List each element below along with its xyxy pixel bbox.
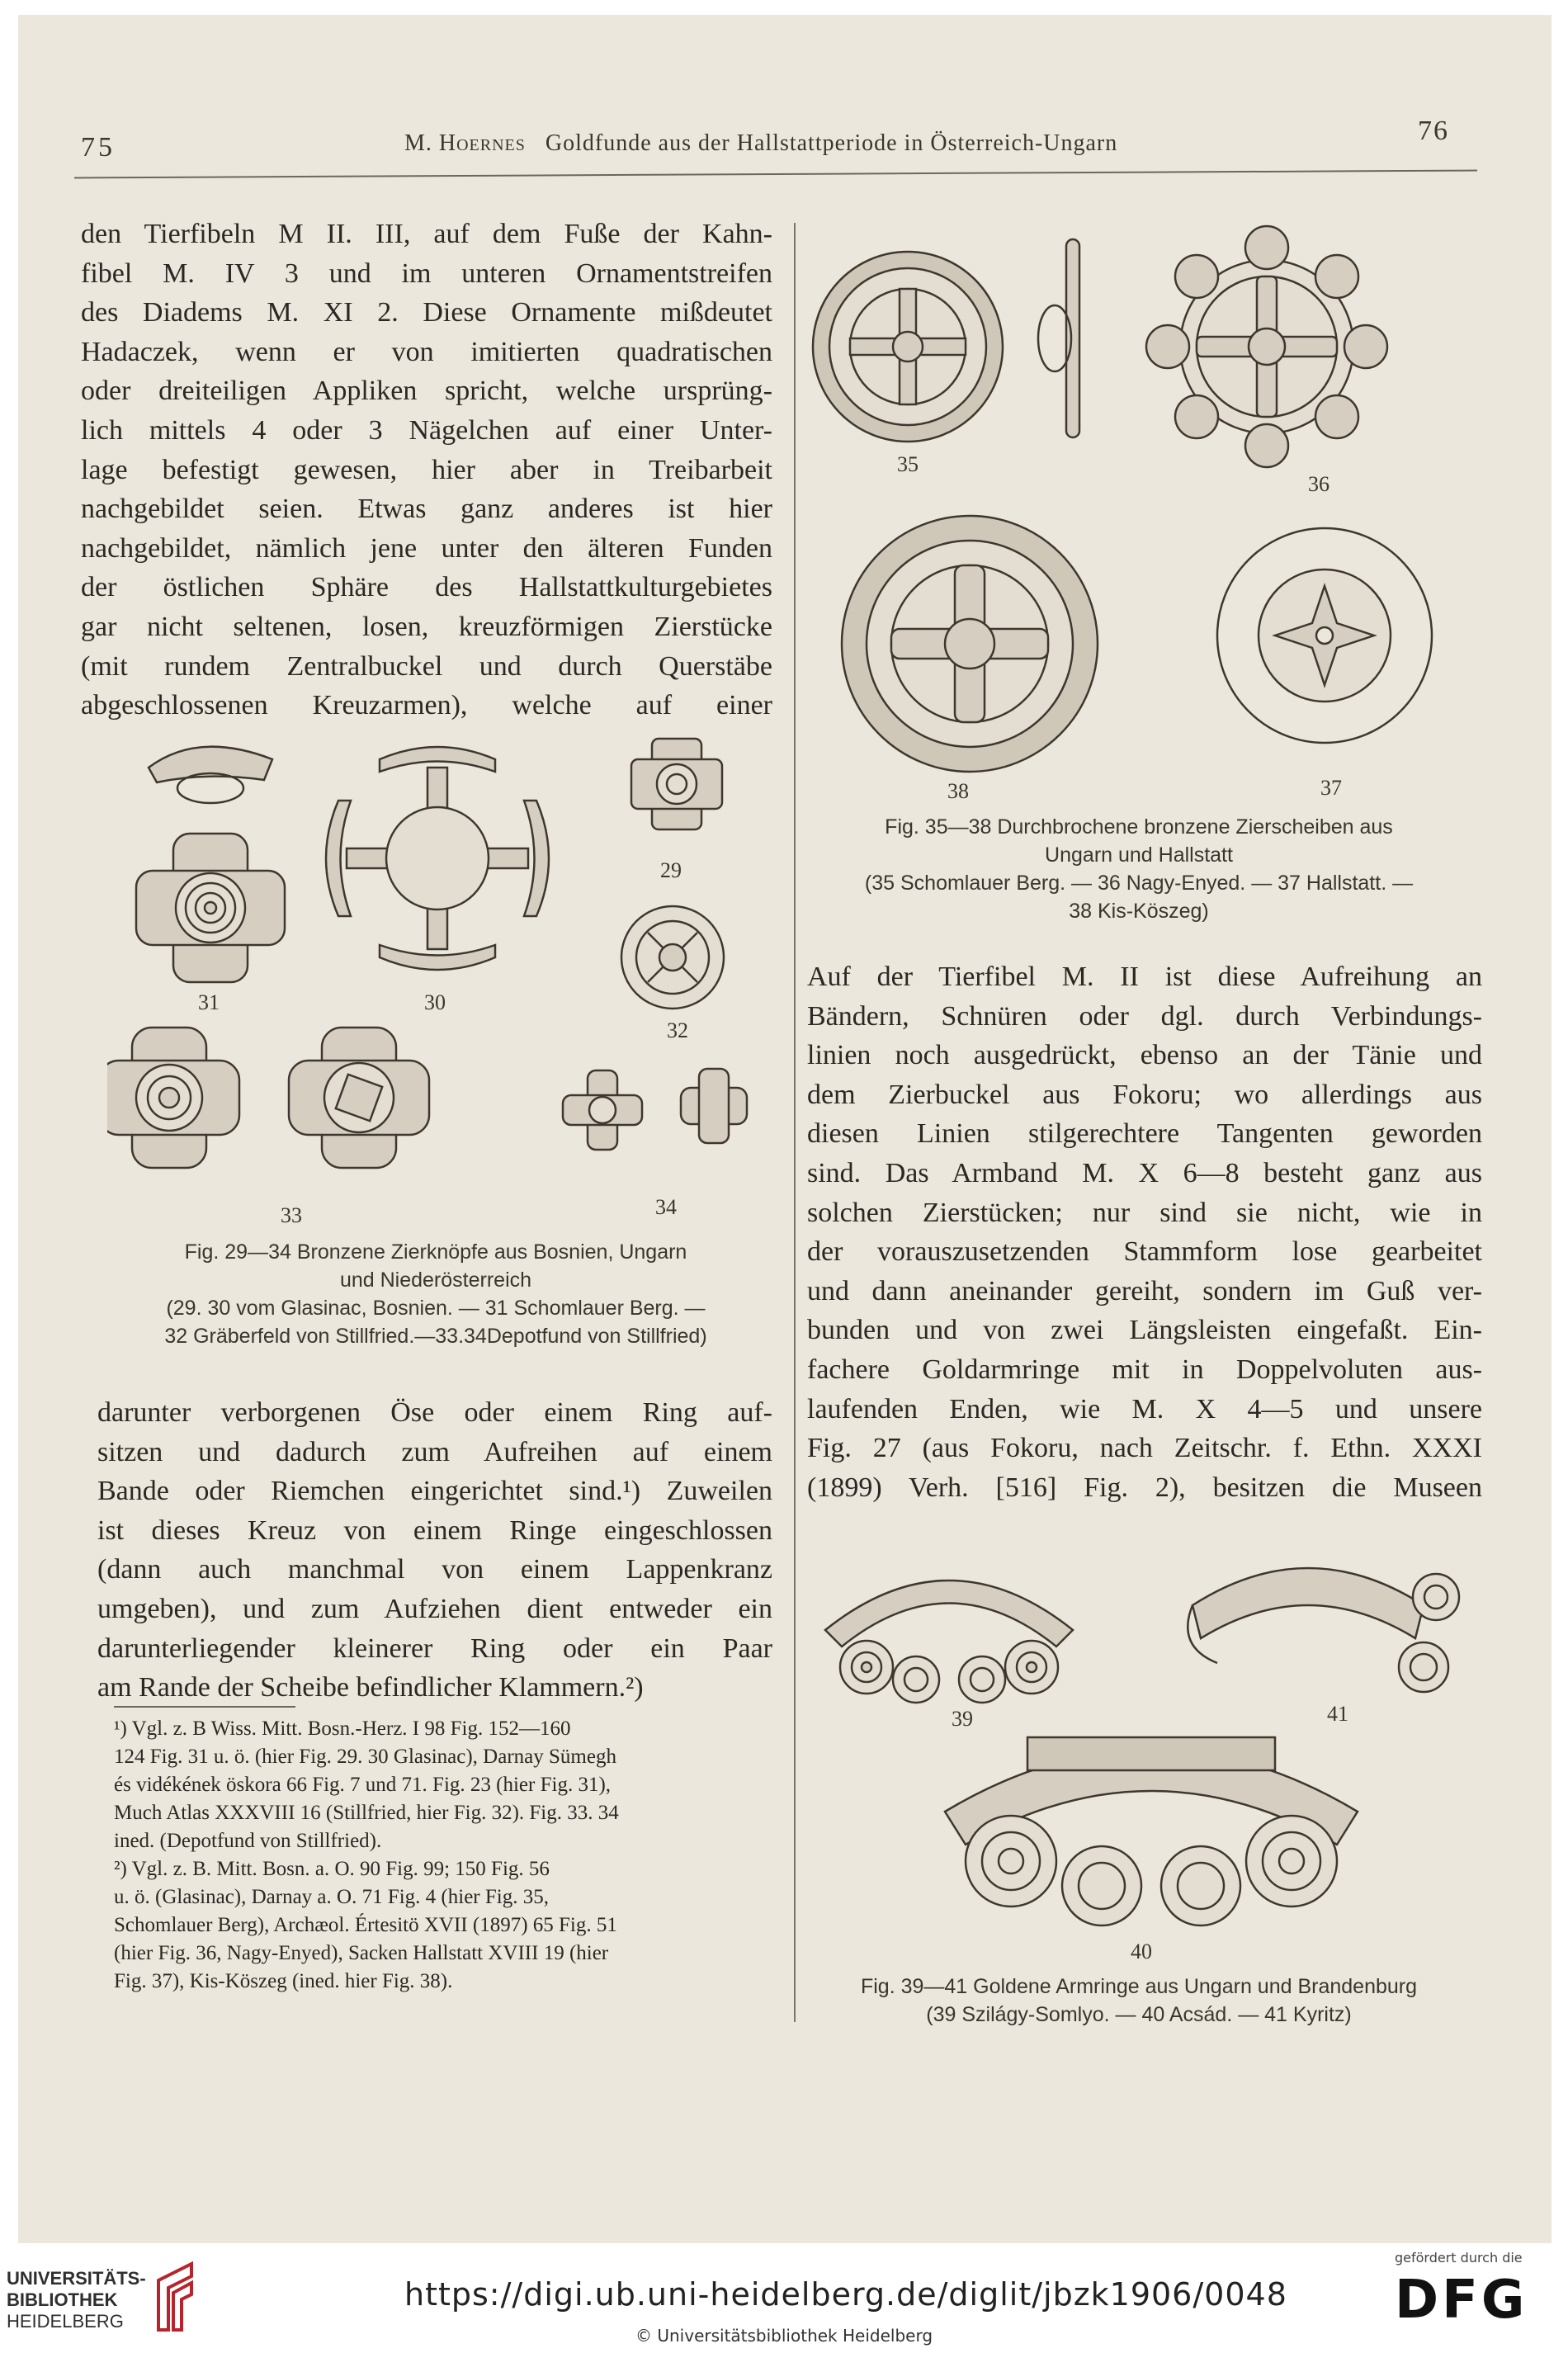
text-line: (dann auch manchmal von einem Lappenkranz [97, 1554, 772, 1585]
text-line: Hadaczek, wenn er von imitierten quadratischen [81, 336, 772, 367]
round-button-32-drawing [621, 906, 724, 1009]
figure-number-40: 40 [1131, 1940, 1152, 1963]
text-line: dem Zierbuckel aus Fokoru; wo allerdings aus [807, 1079, 1482, 1110]
footnote-line: 124 Fig. 31 u. ö. (hier Fig. 29. 30 Glasinac), Darnay Sümegh [114, 1746, 616, 1768]
copyright-notice: © Universitätsbibliothek Heidelberg [635, 2326, 933, 2346]
footnote-line: ¹) Vgl. z. B Wiss. Mitt. Bosn.-Herz. I 98 Fig. 152—160 [114, 1718, 571, 1740]
figure-number-31: 31 [198, 990, 220, 1014]
armring-39-drawing [825, 1580, 1073, 1703]
armring-40-drawing [945, 1737, 1358, 1925]
cross-button-33b-drawing [289, 1028, 429, 1168]
text-line: abgeschlossenen Kreuzarmen), welche auf einer [81, 690, 772, 721]
caption-line: Fig. 29—34 Bronzene Zierknöpfe aus Bosnien, Ungarn [184, 1240, 687, 1264]
text-line: solchen Zierstücken; nur sind sie nicht, wie in [807, 1197, 1482, 1228]
figure-number-39: 39 [952, 1707, 973, 1731]
cross-button-30-drawing [326, 747, 549, 970]
text-line: des Diadems M. XI 2. Diese Ornamente mißdeutet [81, 297, 772, 328]
running-head-author: M. Hoernes [404, 130, 526, 156]
disc-35-drawing [813, 252, 1003, 442]
button-side-view-drawing [149, 747, 272, 782]
caption-line: (39 Szilágy-Somlyo. — 40 Acsád. — 41 Kyritz) [926, 2003, 1352, 2026]
footnote-rule [114, 1706, 295, 1708]
text-line: Auf der Tierfibel M. II ist diese Aufreihung an [807, 962, 1482, 992]
text-line: sitzen und dadurch zum Aufreihen auf einem [97, 1436, 772, 1467]
text-line: linien noch ausgedrückt, ebenso an der Tänie und [807, 1040, 1482, 1071]
cross-button-29-drawing [631, 739, 722, 829]
text-line: (1899) Verh. [516] Fig. 2), besitzen die Museen [807, 1472, 1482, 1503]
text-line: und dann aneinander gereiht, sondern im Guß ver- [807, 1275, 1482, 1306]
permalink-url[interactable]: https://digi.ub.uni-heidelberg.de/diglit/jbzk1906/0048 [404, 2276, 1287, 2313]
library-logo-line: BIBLIOTHEK [7, 2289, 118, 2310]
library-logo-line: HEIDELBERG [7, 2311, 124, 2332]
text-line: darunterliegender kleinerer Ring oder ein Paar [97, 1632, 772, 1664]
button-loop-drawing [177, 773, 243, 803]
text-line: darunter verborgenen Öse oder einem Ring auf- [97, 1397, 772, 1428]
figure-number-33: 33 [281, 1203, 302, 1227]
text-line: Bändern, Schnüren oder dgl. durch Verbindungs- [807, 1000, 1482, 1032]
text-line: Bande oder Riemchen eingerichtet sind.¹) Zuweilen [97, 1476, 772, 1507]
figure-39-41-illustration [805, 1523, 1481, 1952]
text-line: bunden und von zwei Längsleisten eingefaßt. Ein- [807, 1315, 1482, 1346]
caption-line: Ungarn und Hallstatt [1045, 843, 1233, 867]
figure-35-38-illustration [805, 215, 1481, 792]
cross-button-33a-drawing [107, 1028, 239, 1168]
figure-number-29: 29 [660, 858, 682, 882]
caption-line: 38 Kis-Köszeg) [1069, 900, 1209, 923]
caption-line: und Niederösterreich [339, 1269, 532, 1292]
column-rule [794, 223, 796, 2022]
left-paragraph-1 [81, 215, 772, 725]
text-line: gar nicht seltenen, losen, kreuzförmigen Zierstücke [81, 611, 772, 642]
left-paragraph-2 [97, 1393, 772, 1708]
running-head [404, 130, 1117, 157]
dfg-logo[interactable]: DFG [1395, 2270, 1528, 2331]
caption-line: (35 Schomlauer Berg. — 36 Nagy-Enyed. — 37 Hallstatt. — [864, 872, 1414, 895]
cross-button-34b-drawing [681, 1069, 747, 1143]
figure-number-37: 37 [1320, 776, 1342, 800]
library-logo[interactable] [7, 2268, 146, 2332]
figure-number-35: 35 [897, 452, 919, 476]
text-line: den Tierfibeln M II. III, auf dem Fuße der Kahn- [81, 219, 772, 249]
footnote-line: Schomlauer Berg), Archæol. Értesitö XVII (1897) 65 Fig. 51 [114, 1914, 617, 1936]
disc-38-drawing [842, 516, 1098, 772]
footnote-line: ²) Vgl. z. B. Mitt. Bosn. a. O. 90 Fig. 99; 150 Fig. 56 [114, 1858, 550, 1880]
figure-number-30: 30 [424, 990, 446, 1014]
footnote-line: ined. (Depotfund von Stillfried). [114, 1830, 382, 1852]
caption-line: 32 Gräberfeld von Stillfried.—33.34Depotfund von Stillfried) [164, 1325, 707, 1348]
text-line: nachgebildet, nämlich jene unter den älteren Funden [81, 532, 772, 564]
cross-button-31-drawing [136, 834, 285, 982]
footnote-line: u. ö. (Glasinac), Darnay a. O. 71 Fig. 4 (hier Fig. 35, [114, 1886, 549, 1908]
footnotes [114, 1715, 774, 1996]
text-line: oder dreiteiligen Appliken spricht, welche ursprüng- [81, 376, 772, 407]
library-mark-icon [150, 2260, 200, 2334]
figure-number-36: 36 [1308, 472, 1329, 496]
right-paragraph [807, 957, 1482, 1507]
figure-number-38: 38 [947, 779, 969, 803]
text-line: fachere Goldarmringe mit in Doppelvoluten aus- [807, 1354, 1482, 1385]
text-line: der östlichen Sphäre des Hallstattkulturgebietes [81, 572, 772, 603]
caption-line: Fig. 39—41 Goldene Armringe aus Ungarn und Brandenburg [860, 1975, 1418, 1998]
running-head-title: Goldfunde aus der Hallstattperiode in Österreich-Ungarn [545, 130, 1118, 156]
figure-number-41: 41 [1327, 1702, 1348, 1726]
footnote-line: Much Atlas XXXVIII 16 (Stillfried, hier Fig. 32). Fig. 33. 34 [114, 1802, 619, 1824]
text-line: diesen Linien stilgerechtere Tangenten geworden [807, 1118, 1482, 1150]
disc-side-view-drawing [1038, 239, 1079, 437]
text-line: umgeben), und zum Aufziehen dient entweder ein [97, 1593, 772, 1624]
figure-29-34-caption [79, 1238, 792, 1350]
cross-button-34a-drawing [563, 1070, 642, 1150]
funder-note: gefördert durch die [1395, 2250, 1523, 2266]
text-line: Fig. 27 (aus Fokoru, nach Zeitschr. f. Ethn. XXXI [807, 1433, 1482, 1464]
text-line: ist dieses Kreuz von einem Ringe eingeschlossen [97, 1514, 772, 1546]
text-line: lich mittels 4 oder 3 Nägelchen auf einer Unter- [81, 414, 772, 446]
figure-39-41-caption [796, 1973, 1481, 2029]
text-line: lage befestigt gewesen, hier aber in Treibarbeit [81, 454, 772, 485]
viewer-footer [0, 2243, 1568, 2353]
page-number-left: 75 [81, 132, 116, 163]
text-line: der vorauszusetzenden Stammform lose gearbeitet [807, 1236, 1482, 1268]
text-line: laufenden Enden, wie M. X 4—5 und unsere [807, 1393, 1482, 1425]
text-line: (mit rundem Zentralbuckel und durch Querstäbe [81, 650, 772, 682]
footnote-line: (hier Fig. 36, Nagy-Enyed), Sacken Hallstatt XVIII 19 (hier [114, 1942, 609, 1964]
figure-number-34: 34 [655, 1195, 677, 1219]
footnote-line: és vidékének öskora 66 Fig. 7 und 71. Fig. 23 (hier Fig. 31), [114, 1774, 612, 1796]
library-logo-line: UNIVERSITÄTS- [7, 2268, 146, 2289]
footnote-line: Fig. 37), Kis-Köszeg (ined. hier Fig. 38). [114, 1970, 453, 1992]
caption-line: (29. 30 vom Glasinac, Bosnien. — 31 Schomlauer Berg. — [166, 1297, 706, 1320]
page-number-right: 76 [1418, 116, 1449, 146]
figure-29-34-illustration [107, 735, 767, 1230]
text-line: am Rande der Scheibe befindlicher Klammern.²) [97, 1672, 644, 1703]
disc-37-drawing [1217, 528, 1432, 743]
figure-35-38-caption [796, 813, 1481, 925]
caption-line: Fig. 35—38 Durchbrochene bronzene Zierscheiben aus [885, 815, 1393, 839]
text-line: sind. Das Armband M. X 6—8 besteht ganz aus [807, 1157, 1482, 1188]
armring-41-drawing [1188, 1568, 1459, 1692]
text-line: fibel M. IV 3 und im unteren Ornamentstreifen [81, 258, 772, 289]
disc-36-drawing [1146, 226, 1387, 467]
figure-number-32: 32 [667, 1018, 688, 1042]
text-line: nachgebildet seien. Etwas ganz anderes ist hier [81, 494, 772, 525]
